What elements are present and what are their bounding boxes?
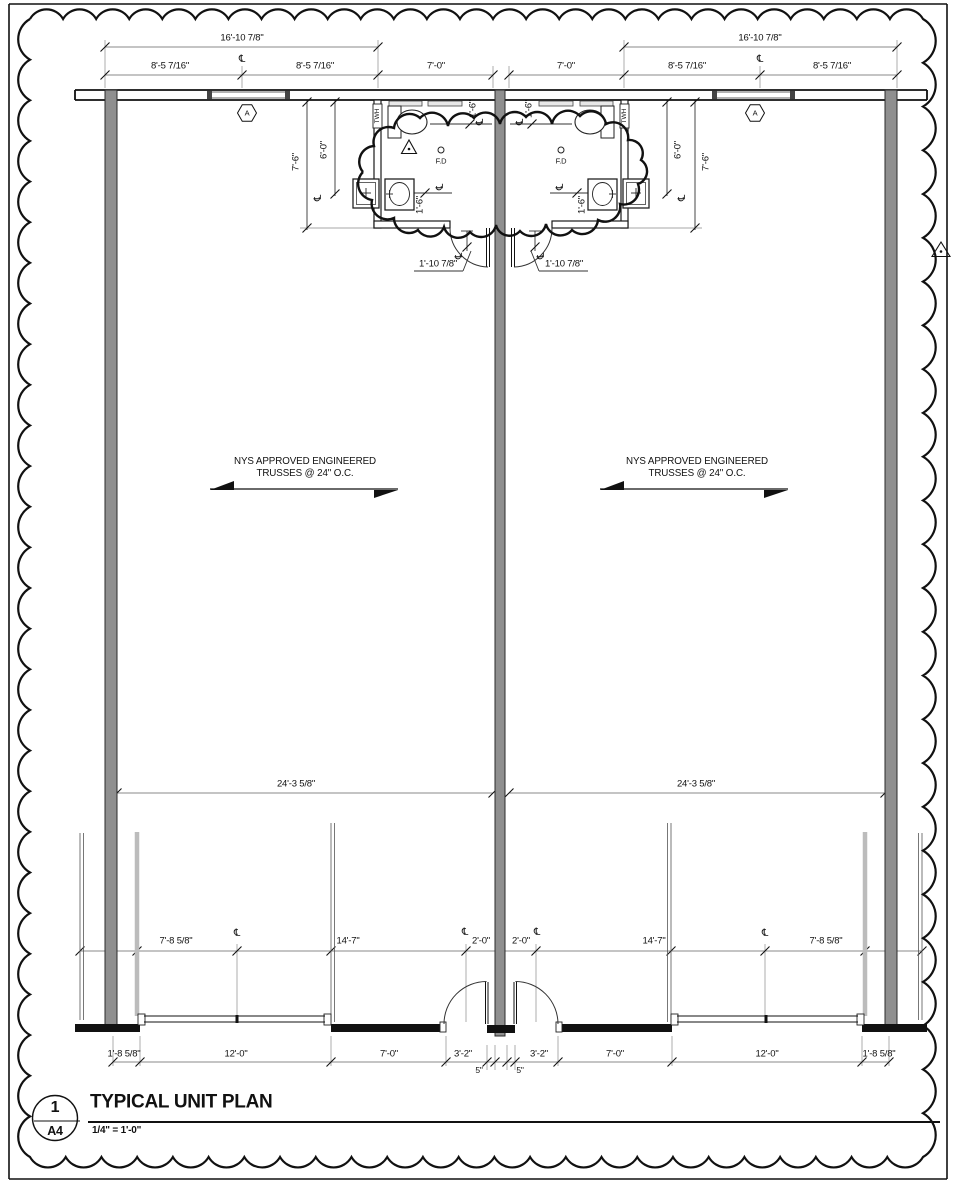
dim-bath-depth-right: 7'-6" bbox=[700, 153, 712, 171]
door-swing-arc bbox=[516, 982, 559, 1025]
dim-base-wall-left: 7'-0" bbox=[380, 1048, 398, 1060]
drawing-scale: 1/4" = 1'-0" bbox=[92, 1125, 142, 1136]
dim-base-end-right: 1'-8 5/8" bbox=[862, 1048, 896, 1060]
centerline-symbol: ℄ bbox=[677, 194, 688, 202]
centerline-symbol: ℄ bbox=[313, 194, 324, 202]
centerline-symbol: ℄ bbox=[555, 183, 566, 191]
truss-span-arrowhead bbox=[764, 490, 788, 498]
detail-number: 1 bbox=[50, 1099, 60, 1116]
dim-unit-clear-right: 24'-3 5/8" bbox=[676, 778, 716, 790]
dim-door-cl-right: 1'-10 7/8" bbox=[544, 258, 584, 270]
truss-note-right-line2: TRUSSES @ 24" O.C. bbox=[648, 468, 746, 480]
dim-door-cl-left: 1'-10 7/8" bbox=[418, 258, 458, 270]
dim-bath-depth-left: 7'-6" bbox=[290, 153, 302, 171]
dim-base-door-right: 3'-2" bbox=[530, 1048, 548, 1060]
dim-overall-right: 16'-10 7/8" bbox=[738, 32, 782, 44]
dim-jamb-right: 5" bbox=[516, 1064, 524, 1075]
floor-drain-label-right: F.D bbox=[555, 156, 567, 166]
door-swing-arc bbox=[444, 982, 487, 1025]
wall-type-tag-right: A bbox=[752, 108, 758, 118]
dim-front-a-left: 7'-8 5/8" bbox=[159, 935, 193, 947]
centerline-symbol: ℄ bbox=[515, 118, 526, 126]
dim-toilet-offset-right: 1'-6" bbox=[523, 100, 535, 118]
dim-base-end-left: 1'-8 5/8" bbox=[107, 1048, 141, 1060]
water-heater-label-right: TWH bbox=[620, 108, 628, 124]
dim-unit-clear-left: 24'-3 5/8" bbox=[276, 778, 316, 790]
dim-base-wall-right: 7'-0" bbox=[606, 1048, 624, 1060]
centerline-symbol: ℄ bbox=[533, 927, 541, 938]
centerline-symbol: ℄ bbox=[435, 183, 446, 191]
dim-front-door-left: 2'-0" bbox=[472, 935, 490, 947]
dim-bath-width-right: 7'-0" bbox=[557, 60, 575, 72]
dim-half-l1: 8'-5 7/16" bbox=[150, 60, 190, 72]
centerline-symbol: ℄ bbox=[475, 118, 486, 126]
truss-span-arrowhead bbox=[374, 490, 398, 498]
dim-sink-offset-left: 1'-6" bbox=[414, 196, 426, 214]
dim-overall-left: 16'-10 7/8" bbox=[220, 32, 264, 44]
dim-front-b-left: 14'-7" bbox=[336, 935, 360, 947]
revision-triangle bbox=[402, 140, 417, 154]
drawing-title: TYPICAL UNIT PLAN bbox=[90, 1091, 273, 1113]
dim-sink-offset-right: 1'-6" bbox=[576, 196, 588, 214]
dim-ohd-left: 12'-0" bbox=[224, 1048, 248, 1060]
floor-drain-left bbox=[438, 147, 444, 153]
dim-jamb-left: 5" bbox=[475, 1064, 483, 1075]
dim-base-door-left: 3'-2" bbox=[454, 1048, 472, 1060]
dim-toilet-offset-left: 1'-6" bbox=[467, 100, 479, 118]
centerline-symbol: ℄ bbox=[238, 54, 246, 65]
water-heater-label-left: TWH bbox=[373, 108, 381, 124]
dim-bath-width-left: 7'-0" bbox=[427, 60, 445, 72]
dim-half-r1: 8'-5 7/16" bbox=[667, 60, 707, 72]
dim-bath-clear-right: 6'-0" bbox=[672, 141, 684, 159]
centerline-symbol: ℄ bbox=[233, 928, 241, 939]
dim-half-r2: 8'-5 7/16" bbox=[812, 60, 852, 72]
ann-group bbox=[33, 105, 951, 1141]
dim-front-door-right: 2'-0" bbox=[512, 935, 530, 947]
centerline-symbol: ℄ bbox=[536, 252, 547, 260]
dim-half-l2: 8'-5 7/16" bbox=[295, 60, 335, 72]
dim-front-b-right: 14'-7" bbox=[642, 935, 666, 947]
truss-note-left-line1: NYS APPROVED ENGINEERED bbox=[234, 456, 376, 468]
truss-note-right-line1: NYS APPROVED ENGINEERED bbox=[626, 456, 768, 468]
centerline-symbol: ℄ bbox=[756, 54, 764, 65]
centerline-symbol: ℄ bbox=[454, 252, 465, 260]
centerline-symbol: ℄ bbox=[461, 927, 469, 938]
dim-ohd-right: 12'-0" bbox=[755, 1048, 779, 1060]
floor-drain-label-left: F.D bbox=[435, 156, 447, 166]
floor-drain-right bbox=[558, 147, 564, 153]
truss-note-left-line2: TRUSSES @ 24" O.C. bbox=[256, 468, 354, 480]
dim-front-a-right: 7'-8 5/8" bbox=[809, 935, 843, 947]
border-group bbox=[9, 4, 947, 1179]
wall-type-tag-left: A bbox=[244, 108, 250, 118]
centerline-symbol: ℄ bbox=[761, 928, 769, 939]
sheet-reference: A4 bbox=[47, 1123, 63, 1138]
cloud-border bbox=[18, 9, 936, 1167]
dim-bath-clear-left: 6'-0" bbox=[318, 141, 330, 159]
